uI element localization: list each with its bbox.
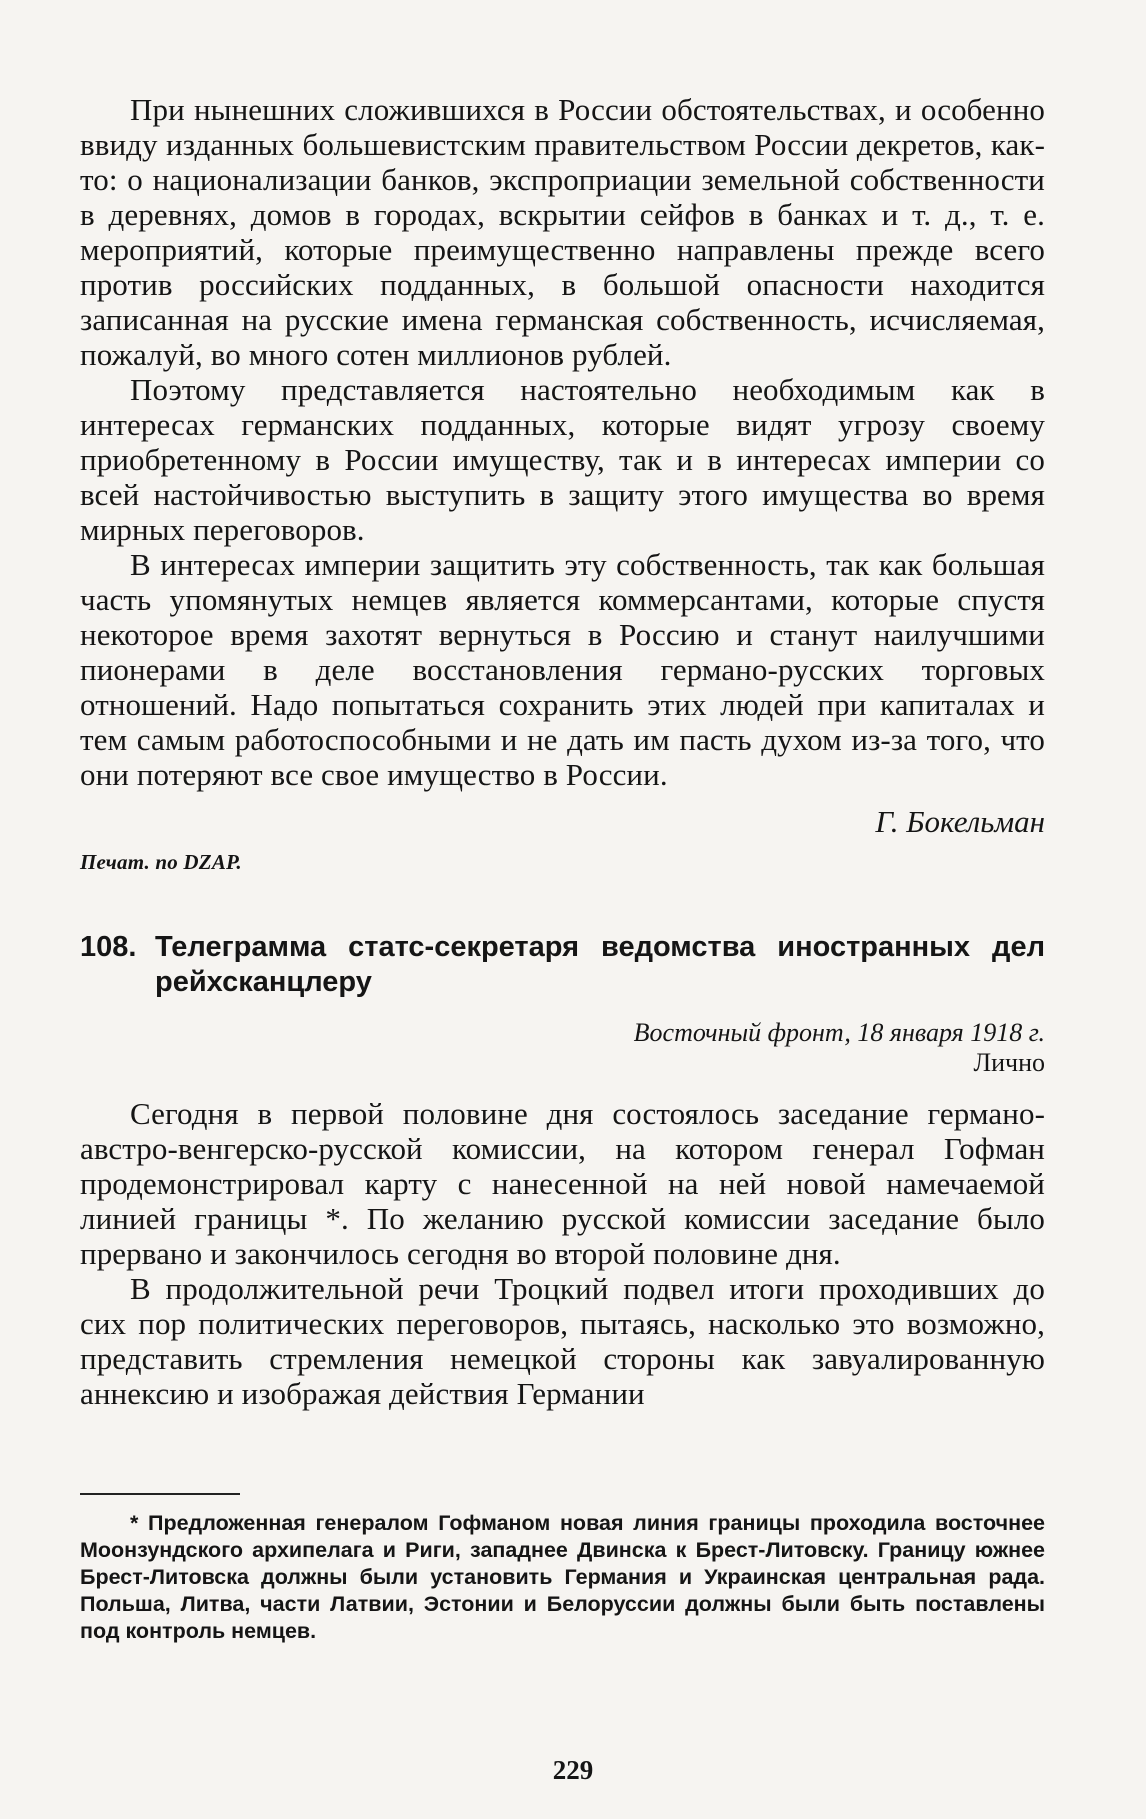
document-number: 108. — [80, 931, 137, 963]
personal-marking: Лично — [973, 1048, 1045, 1077]
paragraph-1: При нынешних сложившихся в России обстоятельствах, и особенно ввиду изданных большевистским правительством России декретов, как-то: о национализации банков, экспроприации земельной собственности в деревнях, домов в городах, вскрытии сейфов в банках и т. д., т. е. мероприятий, которые преимущественно направлены прежде всего против российских подданных, в большой опасности находится записанная на русские имена германская собственность, исчисляемая, пожалуй, во много сотен миллионов рублей. — [80, 92, 1045, 372]
document-heading — [80, 930, 1045, 1000]
source-note: Печат. по DZAP. — [80, 850, 242, 874]
main-text-column — [80, 92, 1045, 1411]
paragraph-5: В продолжительной речи Троцкий подвел итоги проходивших до сих пор политических переговоров, пытаясь, насколько это возможно, представить стремления немецкой стороны как завуалированную аннексию и изображая действия Германии — [80, 1271, 1045, 1411]
footnote: * Предложенная генералом Гофманом новая линия границы проходила восточнее Моонзундского архипелага и Риги, западнее Двинска к Брест-Литовску. Границу южнее Брест-Литовска должны были установить Германия и Украинская центральная рада. Польша, Литва, части Латвии, Эстонии и Белоруссии должны были быть поставлены под контроль немцев. — [80, 1511, 1045, 1643]
document-title: Телеграмма статс-секретаря ведомства иностранных дел рейхсканцлеру — [155, 931, 1045, 998]
signature: Г. Бокельман — [875, 804, 1045, 839]
paragraph-4: Сегодня в первой половине дня состоялось заседание германо-австро-венгерско-русской комиссии, на котором генерал Гофман продемонстрировал карту с нанесенной на ней новой намечаемой линией границы *. По желанию русской комиссии заседание было прервано и закончилось сегодня во второй половине дня. — [80, 1096, 1045, 1271]
page-number: 229 — [552, 1755, 594, 1785]
place-date: Восточный фронт, 18 января 1918 г. — [633, 1018, 1045, 1047]
footnote-divider — [80, 1493, 240, 1495]
paragraph-3: В интересах империи защитить эту собственность, так как большая часть упомянутых немцев является коммерсантами, которые спустя некоторое время захотят вернуться в Россию и станут наилучшими пионерами в деле восстановления германо-русских торговых отношений. Надо попытаться сохранить этих людей при капиталах и тем самым работоспособными и не дать им пасть духом из-за того, что они потеряют все свое имущество в России. — [80, 547, 1045, 792]
paragraph-2: Поэтому представляется настоятельно необходимым как в интересах германских подданных, которые видят угрозу своему приобретенному в России имуществу, так и в интересах империи со всей настойчивостью выступить в защиту этого имущества во время мирных переговоров. — [80, 372, 1045, 547]
